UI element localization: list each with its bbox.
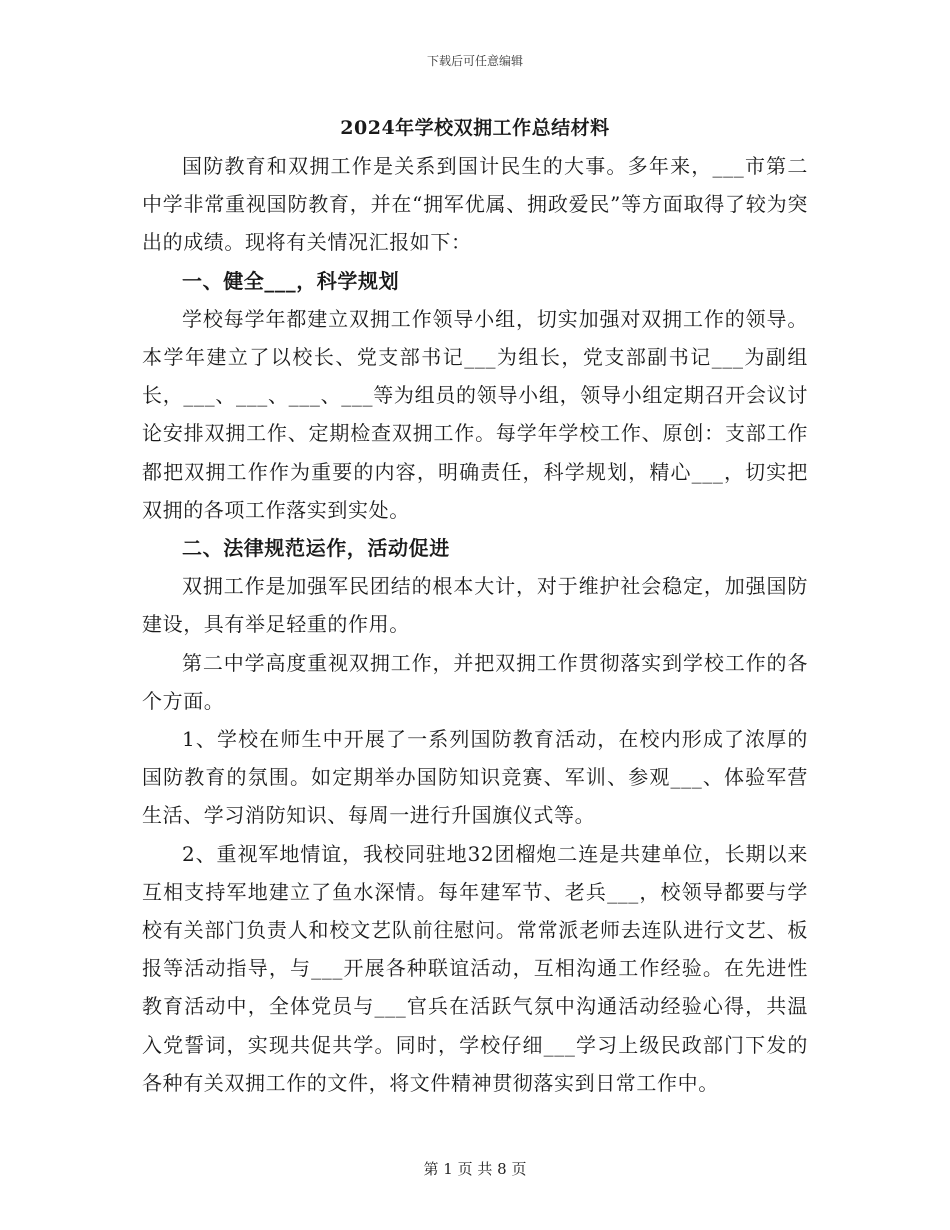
paragraph-item-2: 2、重视军地情谊，我校同驻地32团榴炮二连是共建单位，长期以来互相支持军地建立了鱼水深情。每年建军节、老兵___，校领导都要与学校有关部门负责人和校文艺队前往慰问。常常派老师去连队进行文艺、板报等活动指导，与___开展各种联谊活动，互相沟通工作经验。在先进性教育活动中，全体党员与___官兵在活跃气氛中沟通活动经验心得，共温入党誓词，实现共促共学。同时，学校仔细___学习上级民政部门下发的各种有关双拥工作的文件，将文件精神贯彻落实到日常工作中。 [142,841,808,1095]
page-number-footer: 第 1 页 共 8 页 [423,1160,527,1178]
paragraph-item-1: 1、学校在师生中开展了一系列国防教育活动，在校内形成了浓厚的国防教育的氛围。如定期举办国防知识竞赛、军训、参观___、体验军营生活、学习消防知识、每周一进行升国旗仪式等。 [142,727,808,828]
paragraph-intro: 国防教育和双拥工作是关系到国计民生的大事。多年来，___市第二中学非常重视国防教育，并在“拥军优属、拥政爱民”等方面取得了较为突出的成绩。现将有关情况汇报如下： [142,154,808,255]
section-heading-2: 二、法律规范运作，活动促进 [182,536,450,561]
paragraph-leadership: 学校每学年都建立双拥工作领导小组，切实加强对双拥工作的领导。本学年建立了以校长、党支部书记___为组长，党支部副书记___为副组长，___、___、___、___等为组员的领导小组，领导小组定期召开会议讨论安排双拥工作、定期检查双拥工作。每学年学校工作、原创：支部工作都把双拥工作作为重要的内容，明确责任，科学规划，精心___，切实把双拥的各项工作落实到实处。 [142,306,808,522]
paragraph-importance: 双拥工作是加强军民团结的根本大计，对于维护社会稳定，加强国防建设，具有举足轻重的作用。 [142,574,808,637]
document-title: 2024年学校双拥工作总结材料 [340,117,610,139]
section-heading-1: 一、健全___，科学规划 [182,268,400,293]
page-header-note: 下载后可任意编辑 [426,54,523,68]
document-body [142,147,808,1102]
paragraph-school-focus: 第二中学高度重视双拥工作，并把双拥工作贯彻落实到学校工作的各个方面。 [142,650,808,713]
